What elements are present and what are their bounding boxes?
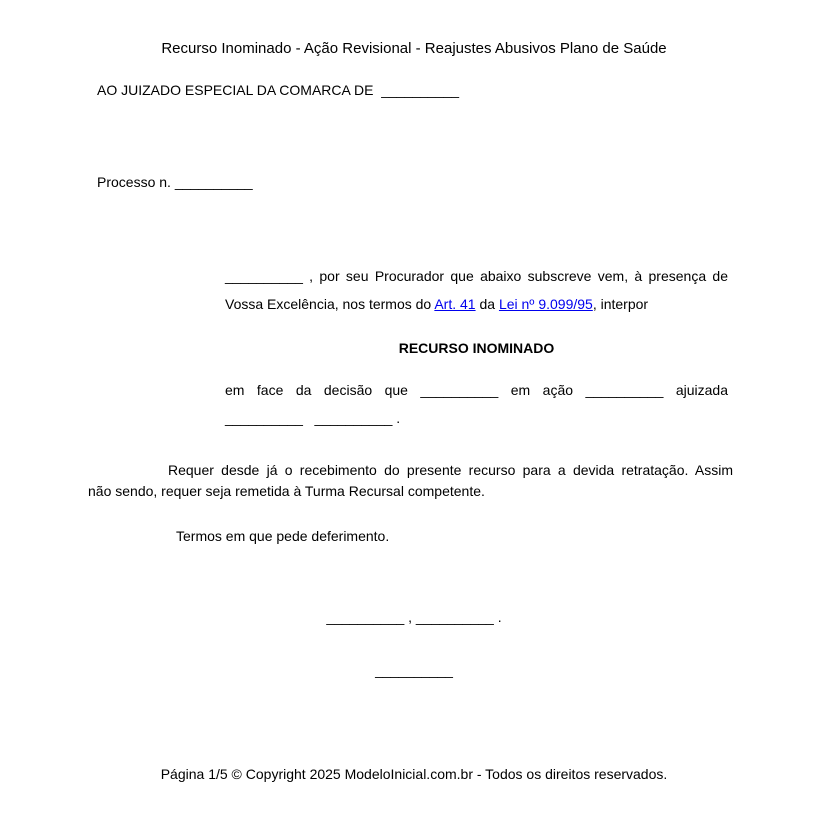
city-date-blank-line: __________ , __________ . xyxy=(326,609,502,625)
document-title: Recurso Inominado - Ação Revisional - Reajustes Abusivos Plano de Saúde xyxy=(161,40,667,57)
addressee-line: AO JUIZADO ESPECIAL DA COMARCA DE __________ xyxy=(97,82,460,98)
intro-line-2-text-2: da xyxy=(475,296,499,312)
requer-line-2: não sendo, requer seja remetida à Turma Recursal competente. xyxy=(88,483,485,499)
emface-line-2: __________ __________ . xyxy=(225,410,401,426)
page-footer-copyright: Página 1/5 © Copyright 2025 ModeloInicial.com.br - Todos os direitos reservados. xyxy=(160,766,668,782)
recurso-inominado-heading: RECURSO INOMINADO xyxy=(398,340,555,356)
termos-line: Termos em que pede deferimento. xyxy=(176,528,390,544)
intro-line-2-text-3: , interpor xyxy=(592,296,649,312)
requer-line-1: Requer desde já o recebimento do presente recurso para a devida retratação. Assim xyxy=(168,462,733,478)
intro-line-2 xyxy=(225,290,728,318)
process-number-line: Processo n. __________ xyxy=(97,174,253,190)
art-41-link[interactable]: Art. 41 xyxy=(434,296,476,312)
signature-blank-line: __________ xyxy=(375,662,453,678)
emface-paragraph xyxy=(225,376,728,432)
intro-paragraph xyxy=(225,262,728,318)
emface-line-1: em face da decisão que __________ em ação __________ ajuizada xyxy=(225,382,728,398)
intro-line-2-text-1: Vossa Excelência, nos termos do xyxy=(225,296,435,312)
requer-paragraph xyxy=(88,460,733,502)
lei-9099-95-link[interactable]: Lei nº 9.099/95 xyxy=(498,296,593,312)
intro-line-1: __________ , por seu Procurador que abaixo subscreve vem, à presença de xyxy=(225,268,728,284)
